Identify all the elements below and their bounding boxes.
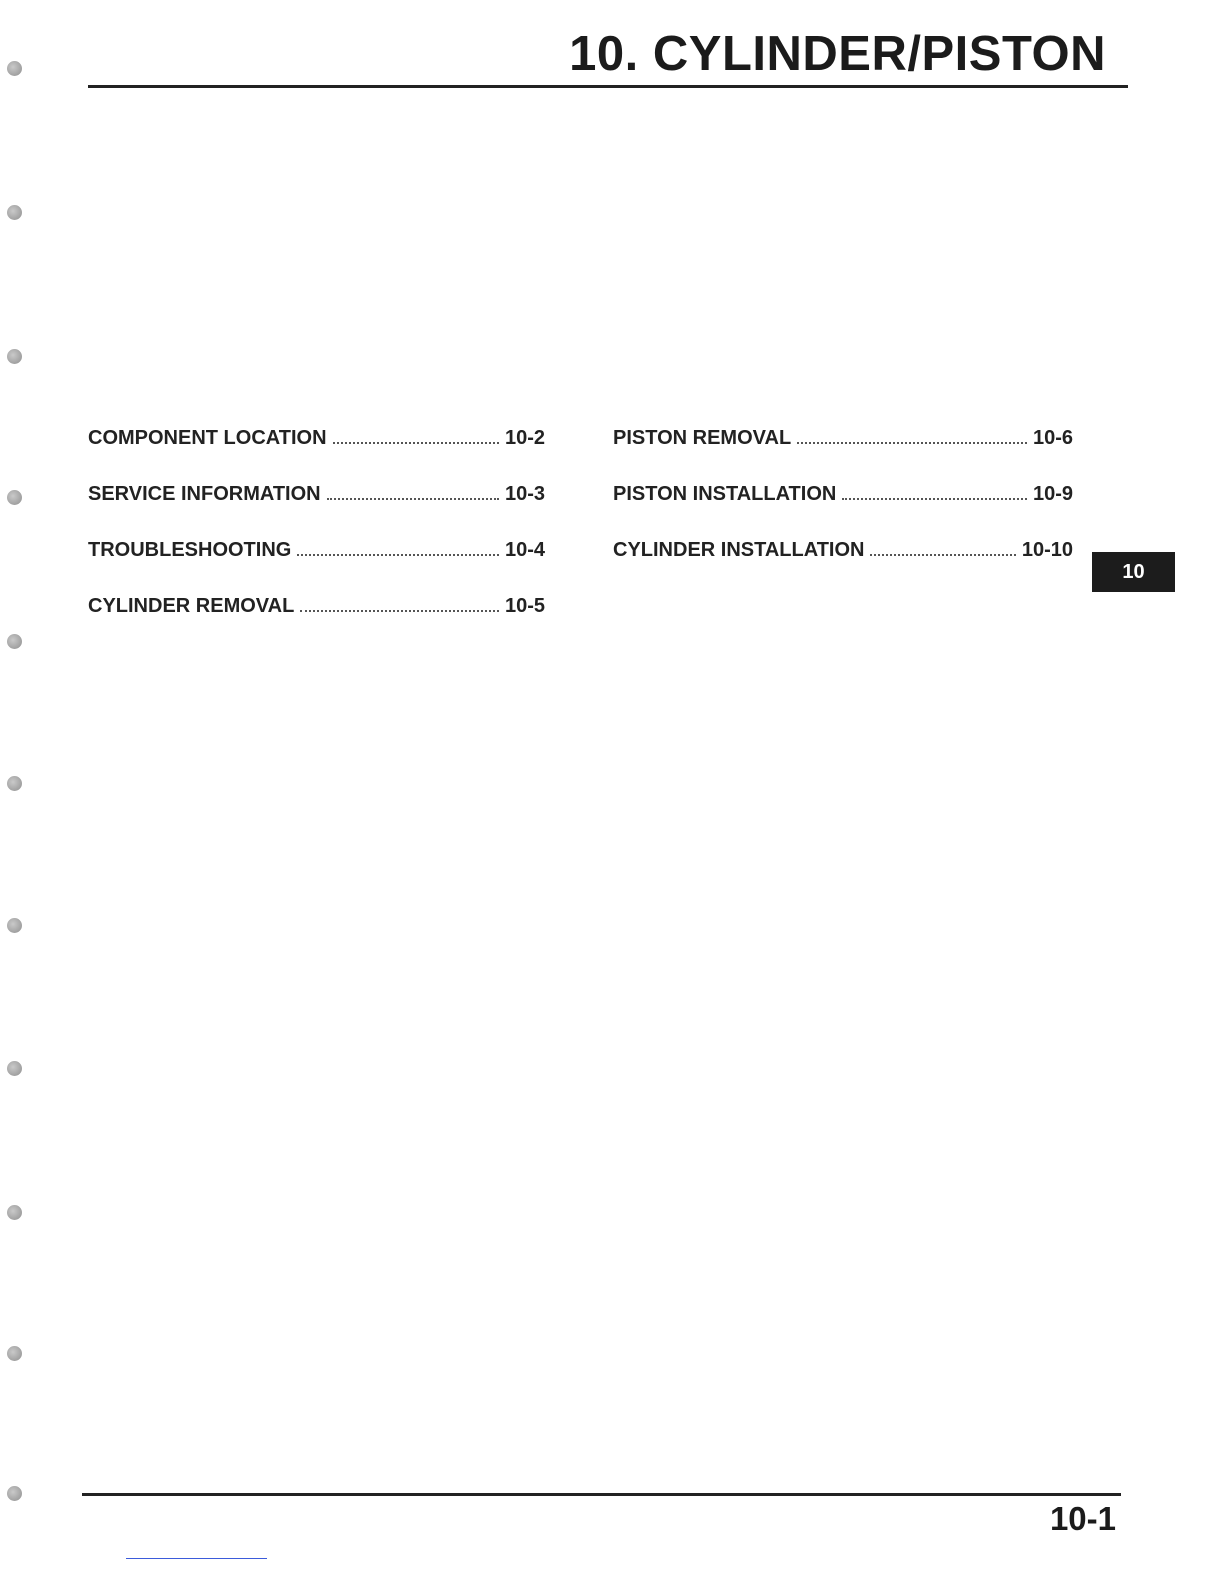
chapter-title: 10. CYLINDER/PISTON: [569, 27, 1106, 81]
toc-entry-label: CYLINDER REMOVAL: [88, 595, 295, 617]
toc-column-right: [613, 427, 1073, 595]
toc-leader-dots: [300, 610, 499, 612]
toc-column-left: [88, 427, 545, 651]
binder-hole-icon: [7, 349, 22, 364]
toc-leader-dots: [297, 554, 499, 556]
toc-entry-label: COMPONENT LOCATION: [88, 427, 327, 449]
binder-hole-icon: [7, 1205, 22, 1220]
binder-hole-icon: [7, 634, 22, 649]
link-underline[interactable]: [126, 1558, 267, 1559]
footer-rule: [82, 1493, 1121, 1496]
toc-entry[interactable]: [613, 539, 1073, 595]
toc-entry-label: SERVICE INFORMATION: [88, 483, 321, 505]
binder-hole-icon: [7, 1061, 22, 1076]
toc-entry[interactable]: [88, 595, 545, 651]
toc-entry-page: 10-6: [1032, 427, 1073, 449]
toc-leader-dots: [333, 442, 499, 444]
toc-entry-page: 10-5: [504, 595, 545, 617]
toc-entry[interactable]: [88, 427, 545, 483]
section-tab: 10: [1092, 552, 1175, 592]
toc-entry[interactable]: [613, 483, 1073, 539]
toc-entry-page: 10-10: [1021, 539, 1073, 561]
toc-entry-label: PISTON INSTALLATION: [613, 483, 837, 505]
toc-entry-page: 10-3: [504, 483, 545, 505]
toc-entry-page: 10-4: [504, 539, 545, 561]
toc-leader-dots: [842, 498, 1027, 500]
toc-entry-label: TROUBLESHOOTING: [88, 539, 292, 561]
toc-entry[interactable]: [613, 427, 1073, 483]
binder-hole-icon: [7, 1486, 22, 1501]
binder-hole-icon: [7, 205, 22, 220]
toc-leader-dots: [327, 498, 499, 500]
binder-hole-icon: [7, 490, 22, 505]
page-number: 10-1: [1049, 1500, 1116, 1537]
binder-hole-icon: [7, 918, 22, 933]
toc-entry-label: PISTON REMOVAL: [613, 427, 792, 449]
toc-entry[interactable]: [88, 539, 545, 595]
header-rule: [88, 85, 1128, 88]
toc-entry[interactable]: [88, 483, 545, 539]
binder-hole-icon: [7, 1346, 22, 1361]
toc-entry-page: 10-2: [504, 427, 545, 449]
toc-leader-dots: [797, 442, 1027, 444]
toc-leader-dots: [870, 554, 1015, 556]
toc-entry-page: 10-9: [1032, 483, 1073, 505]
binder-hole-icon: [7, 776, 22, 791]
binder-hole-icon: [7, 61, 22, 76]
toc-entry-label: CYLINDER INSTALLATION: [613, 539, 865, 561]
